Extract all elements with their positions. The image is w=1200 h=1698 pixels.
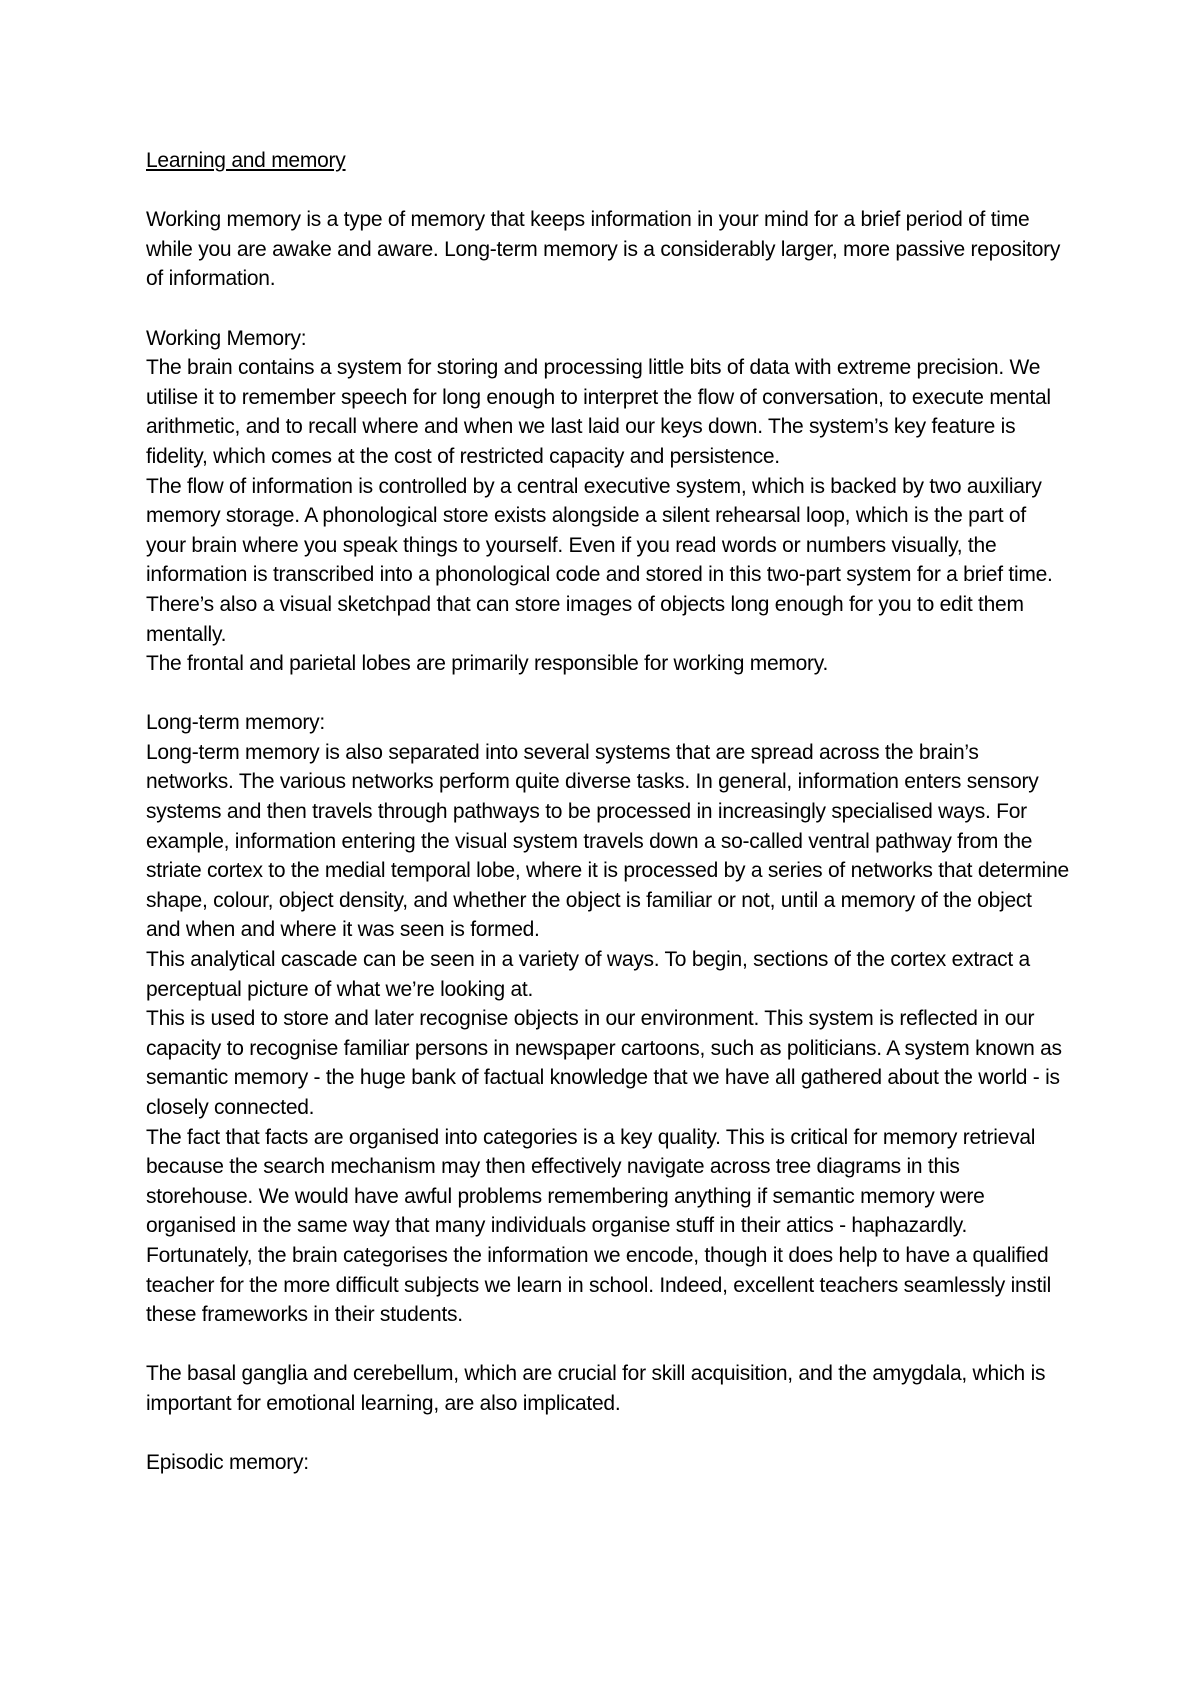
long-term-memory-paragraph-4: The fact that facts are organised into categories is a key quality. This is critical for memory retrieval because the search mechanism may then effectively navigate across tree diagrams in this storehouse. We would have awful problems remembering anything if semantic memory were organised in the same way that many individuals organise stuff in their attics - haphazardly. Fortunately, the brain categorises the information we encode, though it does help to have a qualified teacher for the more difficult subjects we learn in school. Indeed, excellent teachers seamlessly instil these frameworks in their students. xyxy=(146,1125,1052,1327)
working-memory-paragraph-1: The brain contains a system for storing and processing little bits of data with extreme precision. We utilise it to remember speech for long enough to interpret the flow of conversation, to execute mental arithmetic, and to recall where and when we last laid our keys down. The system’s key feature is fidelity, which comes at the cost of restricted capacity and persistence. xyxy=(146,356,1051,468)
spacer xyxy=(146,176,1070,206)
document-body xyxy=(146,146,1070,1478)
spacer xyxy=(146,294,1070,324)
working-memory-paragraph-3: The frontal and parietal lobes are primarily responsible for working memory. xyxy=(146,652,829,676)
working-memory-paragraph-2: The flow of information is controlled by a central executive system, which is backed by two auxiliary memory storage. A phonological store exists alongside a silent rehearsal loop, which is the part of your brain where you speak things to yourself. Even if you read words or numbers visually, the information is transcribed into a phonological code and stored in this two-part system for a brief time. There’s also a visual sketchpad that can store images of objects long enough for you to edit them mentally. xyxy=(146,474,1053,646)
spacer xyxy=(146,1330,1070,1360)
document-title: Learning and memory xyxy=(146,149,346,172)
working-memory-heading: Working Memory: xyxy=(146,326,307,350)
long-term-memory-paragraph-3: This is used to store and later recognise objects in our environment. This system is reflected in our capacity to recognise familiar persons in newspaper cartoons, such as politicians. A system known as semantic memory - the huge bank of factual knowledge that we have all gathered about the world - is closely connected. xyxy=(146,1007,1062,1119)
long-term-memory-paragraph-1: Long-term memory is also separated into several systems that are spread across the brain’s networks. The various networks perform quite diverse tasks. In general, information enters sensory systems and then travels through pathways to be processed in increasingly specialised ways. For example, information entering the visual system travels down a so-called ventral pathway from the striate cortex to the medial temporal lobe, where it is processed by a series of networks that determine shape, colour, object density, and whether the object is familiar or not, until a memory of the object and when and where it was seen is formed. xyxy=(146,740,1069,942)
intro-paragraph: Working memory is a type of memory that keeps information in your mind for a brief period of time while you are awake and aware. Long-term memory is a considerably larger, more passive repository of information. xyxy=(146,208,1061,291)
spacer xyxy=(146,679,1070,709)
long-term-memory-paragraph-2: This analytical cascade can be seen in a variety of ways. To begin, sections of the cortex extract a perceptual picture of what we’re looking at. xyxy=(146,948,1030,1001)
long-term-memory-paragraph-5: The basal ganglia and cerebellum, which are crucial for skill acquisition, and the amygdala, which is important for emotional learning, are also implicated. xyxy=(146,1362,1046,1415)
long-term-memory-heading: Long-term memory: xyxy=(146,711,325,735)
episodic-memory-heading: Episodic memory: xyxy=(146,1451,309,1475)
spacer xyxy=(146,1419,1070,1449)
